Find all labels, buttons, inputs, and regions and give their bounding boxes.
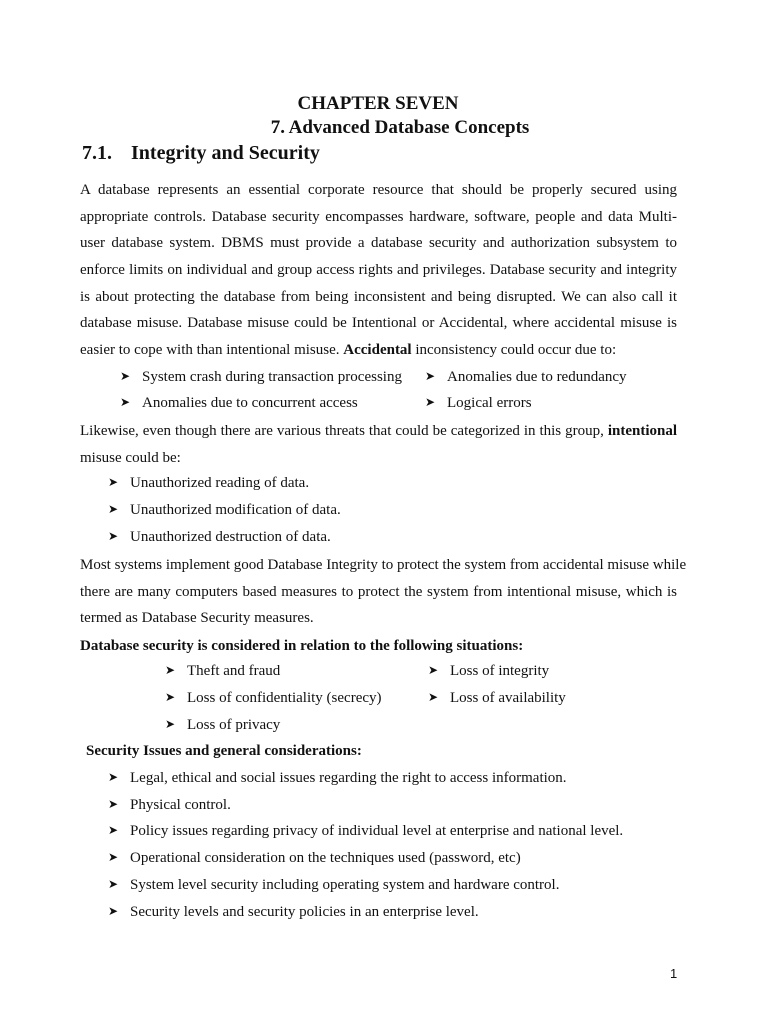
intro-paragraph	[80, 177, 677, 364]
integrity-paragraph	[80, 552, 687, 632]
list-item	[108, 904, 479, 921]
list-item-text: Loss of availability	[450, 690, 566, 706]
list-item-text: Legal, ethical and social issues regarding the right to access information.	[130, 770, 567, 786]
arrow-bullet-icon: ➤	[108, 904, 119, 918]
list-item-text: Logical errors	[447, 395, 532, 411]
chapter-title: 7. Advanced Database Concepts	[270, 117, 530, 138]
bold-term: Accidental	[343, 342, 412, 359]
list-item-text: Operational consideration on the techniques used (password, etc)	[130, 850, 521, 866]
arrow-bullet-icon: ➤	[165, 717, 176, 731]
page-number: 1	[670, 966, 678, 981]
arrow-bullet-icon: ➤	[108, 475, 119, 489]
list-item-text: Loss of confidentiality (secrecy)	[187, 690, 382, 706]
list-item	[120, 395, 358, 412]
chapter-label: CHAPTER SEVEN	[297, 93, 459, 114]
list-item	[108, 529, 331, 546]
paragraph-line	[80, 337, 677, 364]
list-item	[165, 690, 382, 707]
list-item-text: Anomalies due to concurrent access	[142, 395, 358, 411]
list-item	[108, 502, 341, 519]
list-item	[428, 663, 549, 680]
list-item	[108, 877, 559, 894]
list-item	[428, 690, 566, 707]
list-item-text: System level security including operating system and hardware control.	[130, 877, 560, 893]
text-run: inconsistency could occur due to:	[411, 342, 617, 359]
list-item-text: Loss of privacy	[187, 717, 281, 733]
situations-heading: Database security is considered in relation to the following situations:	[80, 638, 524, 654]
arrow-bullet-icon: ➤	[108, 770, 119, 784]
list-item-text: Unauthorized reading of data.	[130, 475, 310, 491]
arrow-bullet-icon: ➤	[428, 663, 439, 677]
list-item	[165, 663, 280, 680]
list-item-text: Unauthorized destruction of data.	[130, 529, 331, 545]
section-number: 7.1.	[82, 142, 112, 164]
list-item	[108, 797, 231, 814]
list-item-text: Policy issues regarding privacy of individual level at enterprise and national level.	[130, 823, 624, 839]
likewise-paragraph	[80, 418, 677, 471]
list-item	[120, 369, 402, 386]
list-item-text: Theft and fraud	[187, 663, 281, 679]
list-item	[165, 717, 280, 734]
section-title: Integrity and Security	[131, 142, 320, 164]
text-run: Likewise, even though there are various threats that could be categorized in this group,	[80, 423, 608, 439]
arrow-bullet-icon: ➤	[108, 502, 119, 516]
arrow-bullet-icon: ➤	[108, 529, 119, 543]
arrow-bullet-icon: ➤	[108, 850, 119, 864]
bold-term: intentional	[607, 423, 677, 439]
paragraph-line: is about protecting the database from being inconsistent and being disrupted. We can also call it	[80, 288, 677, 305]
arrow-bullet-icon: ➤	[165, 690, 176, 704]
paragraph-line	[80, 418, 677, 445]
paragraph-line: user database system. DBMS must provide a database security and authorization subsystem to	[80, 235, 677, 252]
text-run: easier to cope with than intentional misuse.	[80, 342, 344, 359]
arrow-bullet-icon: ➤	[108, 823, 119, 837]
paragraph-line: misuse could be:	[80, 449, 181, 466]
list-item	[108, 823, 623, 840]
list-item	[108, 850, 521, 867]
paragraph-line: termed as Database Security measures.	[80, 610, 314, 627]
paragraph-line: enforce limits on individual and group access rights and privileges. Database security and integrity	[80, 262, 677, 279]
arrow-bullet-icon: ➤	[425, 369, 436, 383]
list-item-text: Security levels and security policies in an enterprise level.	[130, 904, 479, 920]
arrow-bullet-icon: ➤	[120, 395, 131, 409]
list-item	[425, 395, 532, 412]
paragraph-line: Most systems implement good Database Integrity to protect the system from accidental misuse while	[80, 557, 687, 573]
list-item-text: System crash during transaction processing	[142, 369, 402, 385]
arrow-bullet-icon: ➤	[108, 797, 119, 811]
paragraph-line: database misuse. Database misuse could be Intentional or Accidental, where accidental misuse is	[80, 315, 677, 332]
paragraph-line: appropriate controls. Database security encompasses hardware, software, people and data Multi-	[80, 208, 677, 225]
arrow-bullet-icon: ➤	[428, 690, 439, 704]
list-item-text: Anomalies due to redundancy	[447, 369, 627, 385]
arrow-bullet-icon: ➤	[120, 369, 131, 383]
arrow-bullet-icon: ➤	[165, 663, 176, 677]
list-item	[425, 369, 627, 386]
section-heading	[82, 142, 320, 165]
list-item	[108, 770, 567, 787]
list-item-text: Physical control.	[130, 797, 231, 813]
issues-heading: Security Issues and general considerations:	[86, 743, 362, 759]
list-item-text: Unauthorized modification of data.	[130, 502, 341, 518]
arrow-bullet-icon: ➤	[425, 395, 436, 409]
list-item-text: Loss of integrity	[450, 663, 550, 679]
arrow-bullet-icon: ➤	[108, 877, 119, 891]
list-item	[108, 475, 309, 492]
paragraph-line: A database represents an essential corporate resource that should be properly secured using	[80, 182, 677, 198]
paragraph-line: there are many computers based measures to protect the system from intentional misuse, which is	[80, 583, 677, 600]
